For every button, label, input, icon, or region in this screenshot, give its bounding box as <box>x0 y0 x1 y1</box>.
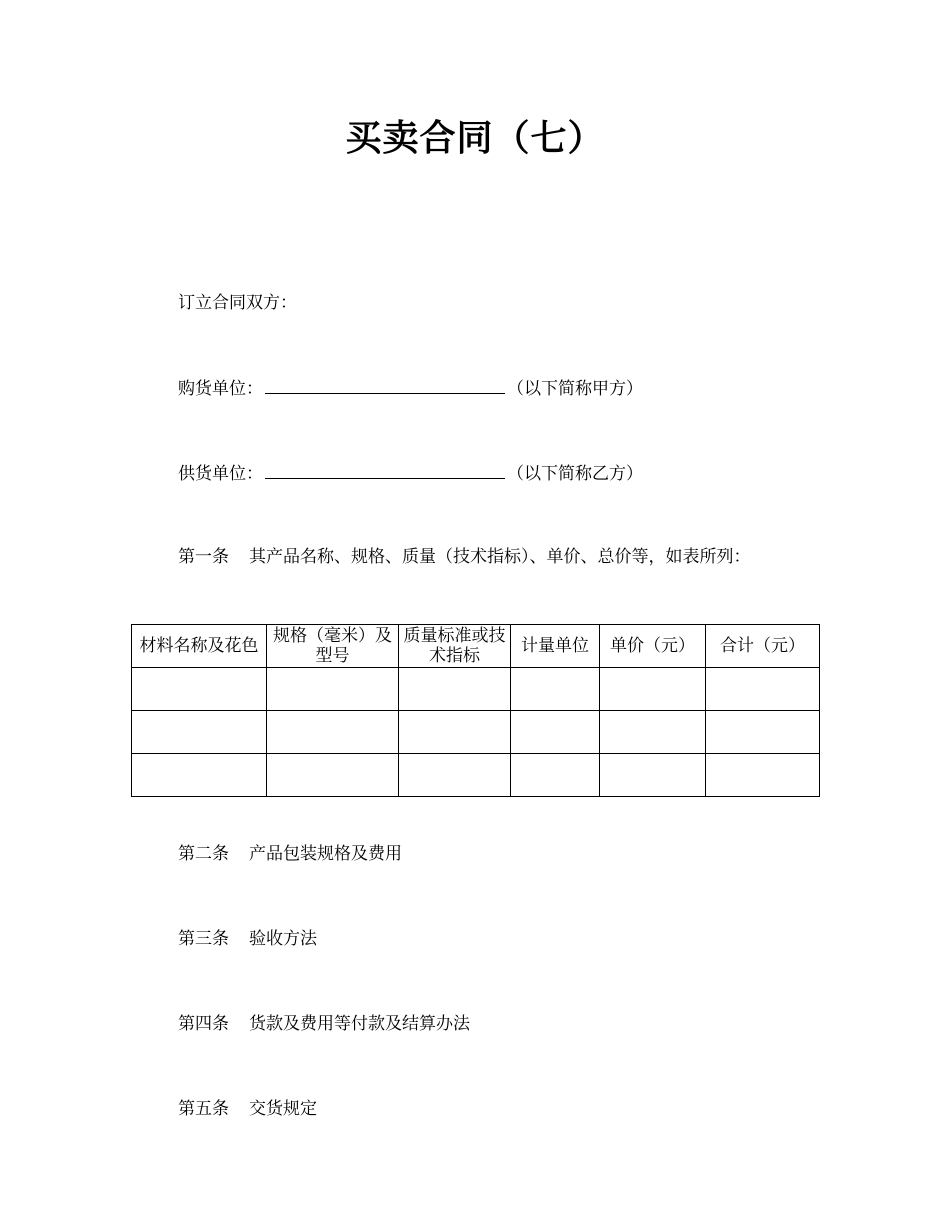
table-header-cell: 规格（毫米）及型号 <box>267 625 399 668</box>
seller-label: 供货单位： <box>178 464 263 484</box>
table-cell[interactable] <box>399 711 511 754</box>
article-text: 货款及费用等付款及结算办法 <box>249 1014 470 1034</box>
article-text: 其产品名称、规格、质量（技术指标）、单价、总价等，如表所列： <box>249 547 751 567</box>
table-header-cell: 合计（元） <box>706 625 820 668</box>
table-cell[interactable] <box>132 668 267 711</box>
table-cell[interactable] <box>267 668 399 711</box>
seller-suffix: （以下简称乙方） <box>507 464 643 484</box>
table-row <box>132 711 820 754</box>
article-number: 第五条 <box>178 1099 229 1119</box>
table-cell[interactable] <box>706 668 820 711</box>
table-cell[interactable] <box>267 754 399 797</box>
buyer-line <box>178 376 643 400</box>
table-cell[interactable] <box>600 754 706 797</box>
buyer-label: 购货单位： <box>178 379 263 399</box>
table-cell[interactable] <box>267 711 399 754</box>
table-cell[interactable] <box>399 668 511 711</box>
article-number: 第一条 <box>178 547 229 567</box>
article-text: 产品包装规格及费用 <box>249 844 402 864</box>
article-4 <box>178 1013 470 1035</box>
parties-heading: 订立合同双方： <box>178 293 297 313</box>
table-cell[interactable] <box>600 711 706 754</box>
buyer-suffix: （以下简称甲方） <box>507 379 643 399</box>
article-number: 第二条 <box>178 844 229 864</box>
table-row <box>132 668 820 711</box>
buyer-blank-field[interactable] <box>265 376 505 394</box>
seller-blank-field[interactable] <box>265 461 505 479</box>
table-cell[interactable] <box>511 668 600 711</box>
table-cell[interactable] <box>706 711 820 754</box>
table-header-row <box>132 625 820 668</box>
article-number: 第四条 <box>178 1014 229 1034</box>
table-cell[interactable] <box>399 754 511 797</box>
article-text: 验收方法 <box>249 929 317 949</box>
goods-table <box>131 624 820 797</box>
contract-title: 买卖合同（七） <box>345 118 605 159</box>
table-header-cell: 单价（元） <box>600 625 706 668</box>
article-number: 第三条 <box>178 929 229 949</box>
table-header-cell: 材料名称及花色 <box>132 625 267 668</box>
table-cell[interactable] <box>511 711 600 754</box>
table-cell[interactable] <box>706 754 820 797</box>
table-row <box>132 754 820 797</box>
table-cell[interactable] <box>132 754 267 797</box>
seller-line <box>178 461 643 485</box>
article-5 <box>178 1098 317 1120</box>
table-cell[interactable] <box>511 754 600 797</box>
article-3 <box>178 928 317 950</box>
article-1 <box>178 546 751 568</box>
table-cell[interactable] <box>132 711 267 754</box>
table-header-cell: 质量标准或技术指标 <box>399 625 511 668</box>
article-2 <box>178 843 402 865</box>
article-text: 交货规定 <box>249 1099 317 1119</box>
table-cell[interactable] <box>600 668 706 711</box>
table-header-cell: 计量单位 <box>511 625 600 668</box>
